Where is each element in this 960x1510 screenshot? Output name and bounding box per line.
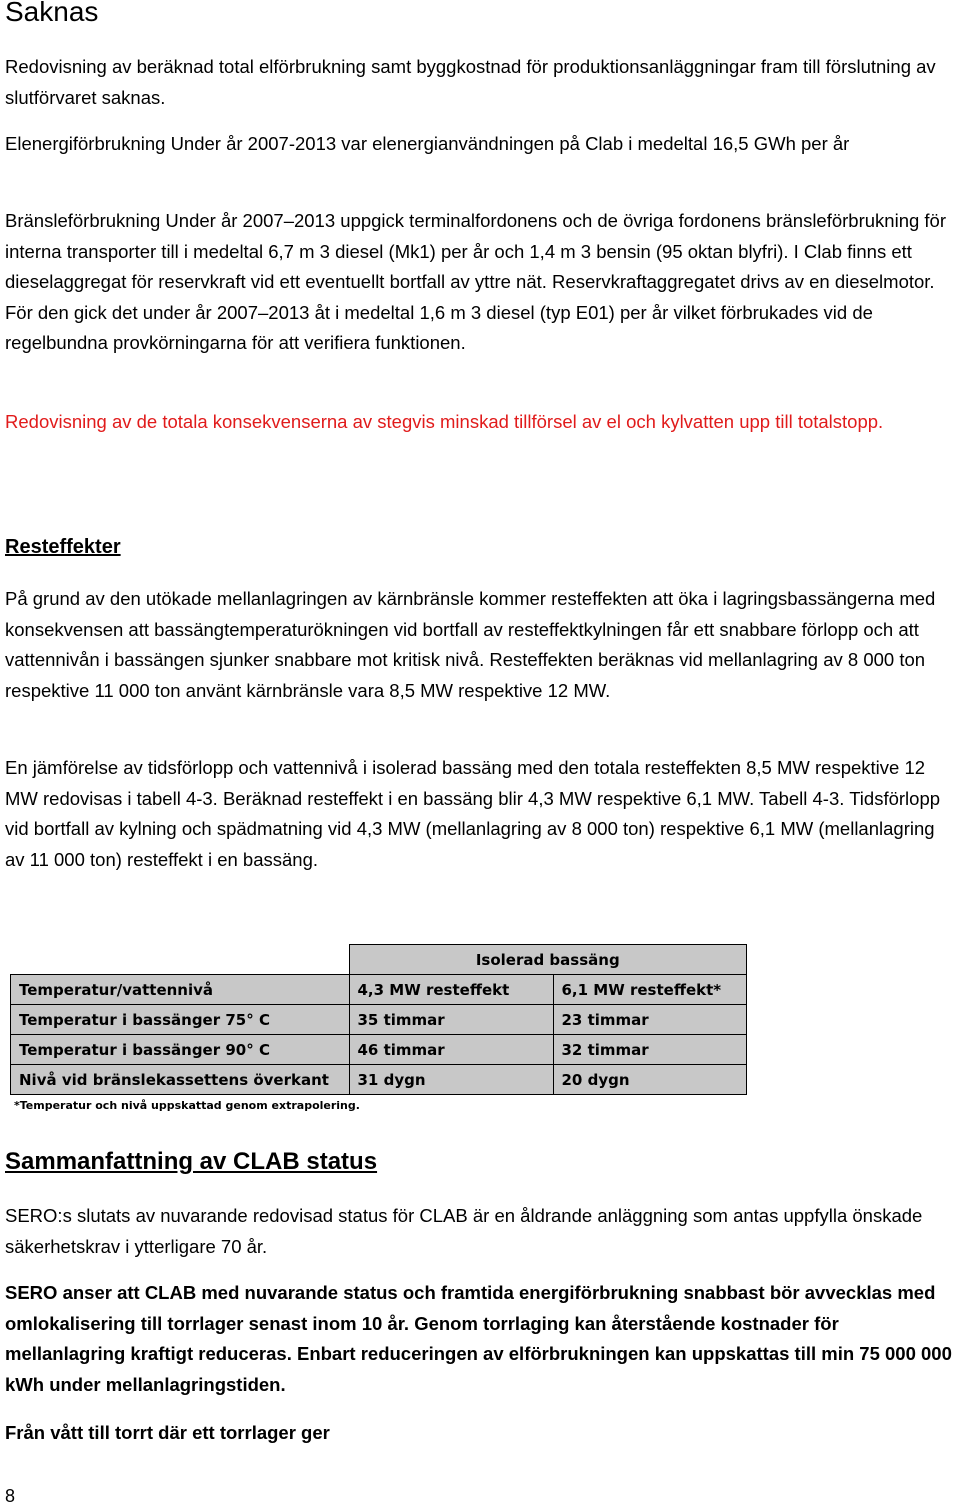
table-cell: 35 timmar: [349, 1005, 553, 1035]
table-4-3-image: [10, 944, 755, 1112]
heading-resteffekter: Resteffekter: [5, 536, 121, 558]
paragraph-konsekvenser-red: Redovisning av de totala konsekvenserna av stegvis minskad tillförsel av el och kylvatten upp till totalstopp.: [5, 411, 884, 432]
table-header-cell: 4,3 MW resteffekt: [349, 975, 553, 1005]
paragraph-jamforelse: En jämförelse av tidsförlopp och vattennivå i isolerad bassäng med den totala resteffekten 8,5 MW respektive 12 MW redovisas i tabell 4-3. Beräknad resteffekt i en bassäng blir 4,3 MW respektive 6,1 MW. Tabell 4-3. Tidsförlopp vid bortfall av kylning och spädmatning vid 4,3 MW (mellanlagring av 8 000 ton) respektive 6,1 MW (mellanlagring av 11 000 ton) resteffekt i en bassäng.: [5, 757, 941, 870]
table-cell: 20 dygn: [553, 1065, 747, 1095]
paragraph-sero-anser: SERO anser att CLAB med nuvarande status och framtida energiförbrukning snabbast bör avvecklas med omlokalisering till torrlager senast inom 10 år. Genom torrlaging kan återstående kostnader för mellanlagring kraftigt reduceras. Enbart reduceringen av elförbrukningen kan uppskattas till min 75 000 000 kWh under mellanlagringstiden.: [5, 1282, 952, 1395]
paragraph-fran-vatt: Från vått till torrt där ett torrlager ger: [5, 1422, 330, 1443]
heading-sammanfattning: Sammanfattning av CLAB status: [5, 1148, 378, 1175]
table-header-row: [11, 975, 747, 1005]
paragraph-resteffekt: På grund av den utökade mellanlagringen av kärnbränsle kommer resteffekten att öka i lagringsbassängerna med konsekvensen att bassängtemperaturökningen vid bortfall av resteffektkylningen får ett snabbare förlopp och att vattennivån i bassängen sjunker snabbare mot kritisk nivå. Resteffekten beräknas vid mellanlagring av 8 000 ton respektive 11 000 ton använt kärnbränsle vara 8,5 MW respektive 12 MW.: [5, 588, 936, 701]
paragraph-elenergiforbrukning: Elenergiförbrukning Under år 2007-2013 var elenergianvändningen på Clab i medeltal 16,5 GWh per år: [5, 133, 850, 154]
paragraph-sero-slutsats: SERO:s slutats av nuvarande redovisad status för CLAB är en åldrande anläggning som antas uppfylla önskade säkerhetskrav i ytterligare 70 år.: [5, 1205, 923, 1257]
paragraph-bransleforbrukning: Bränsleförbrukning Under år 2007–2013 uppgick terminalfordonens och de övriga fordonens bränsleförbrukning för interna transporter till i medeltal 6,7 m 3 diesel (Mk1) per år och 1,4 m 3 bensin (95 oktan blyfri). I Clab finns ett dieselaggregat för reservkraft vid ett eventuellt bortfall av yttre nät. Reservkraftaggregatet drivs av en dieselmotor. För den gick det under år 2007–2013 åt i medeltal 1,6 m 3 diesel (typ E01) per år vilket förbrukades vid de regelbundna provkörningarna för att verifiera funktionen.: [5, 210, 946, 353]
table-cell: 46 timmar: [349, 1035, 553, 1065]
table-cell: Temperatur i bassänger 75° C: [11, 1005, 350, 1035]
paragraph-redovisning: Redovisning av beräknad total elförbrukning samt byggkostnad för produktionsanläggningar fram till förslutning av slutförvaret saknas.: [5, 56, 936, 108]
table-row: [11, 1035, 747, 1065]
table-header-cell: 6,1 MW resteffekt*: [553, 975, 747, 1005]
table-header-cell: Temperatur/vattennivå: [11, 975, 350, 1005]
page-number: 8: [5, 1486, 16, 1506]
table-cell: Nivå vid bränslekassettens överkant: [11, 1065, 350, 1095]
table-cell: 23 timmar: [553, 1005, 747, 1035]
table-group-header-row: [11, 945, 747, 975]
table-blank-cell: [11, 945, 350, 975]
table-cell: 32 timmar: [553, 1035, 747, 1065]
table-cell: Temperatur i bassänger 90° C: [11, 1035, 350, 1065]
table-row: [11, 1065, 747, 1095]
table-4-3: [10, 944, 747, 1095]
table-footnote: *Temperatur och nivå uppskattad genom extrapolering.: [14, 1099, 360, 1112]
table-group-header: Isolerad bassäng: [349, 945, 747, 975]
table-row: [11, 1005, 747, 1035]
table-cell: 31 dygn: [349, 1065, 553, 1095]
heading-saknas: Saknas: [5, 0, 99, 27]
